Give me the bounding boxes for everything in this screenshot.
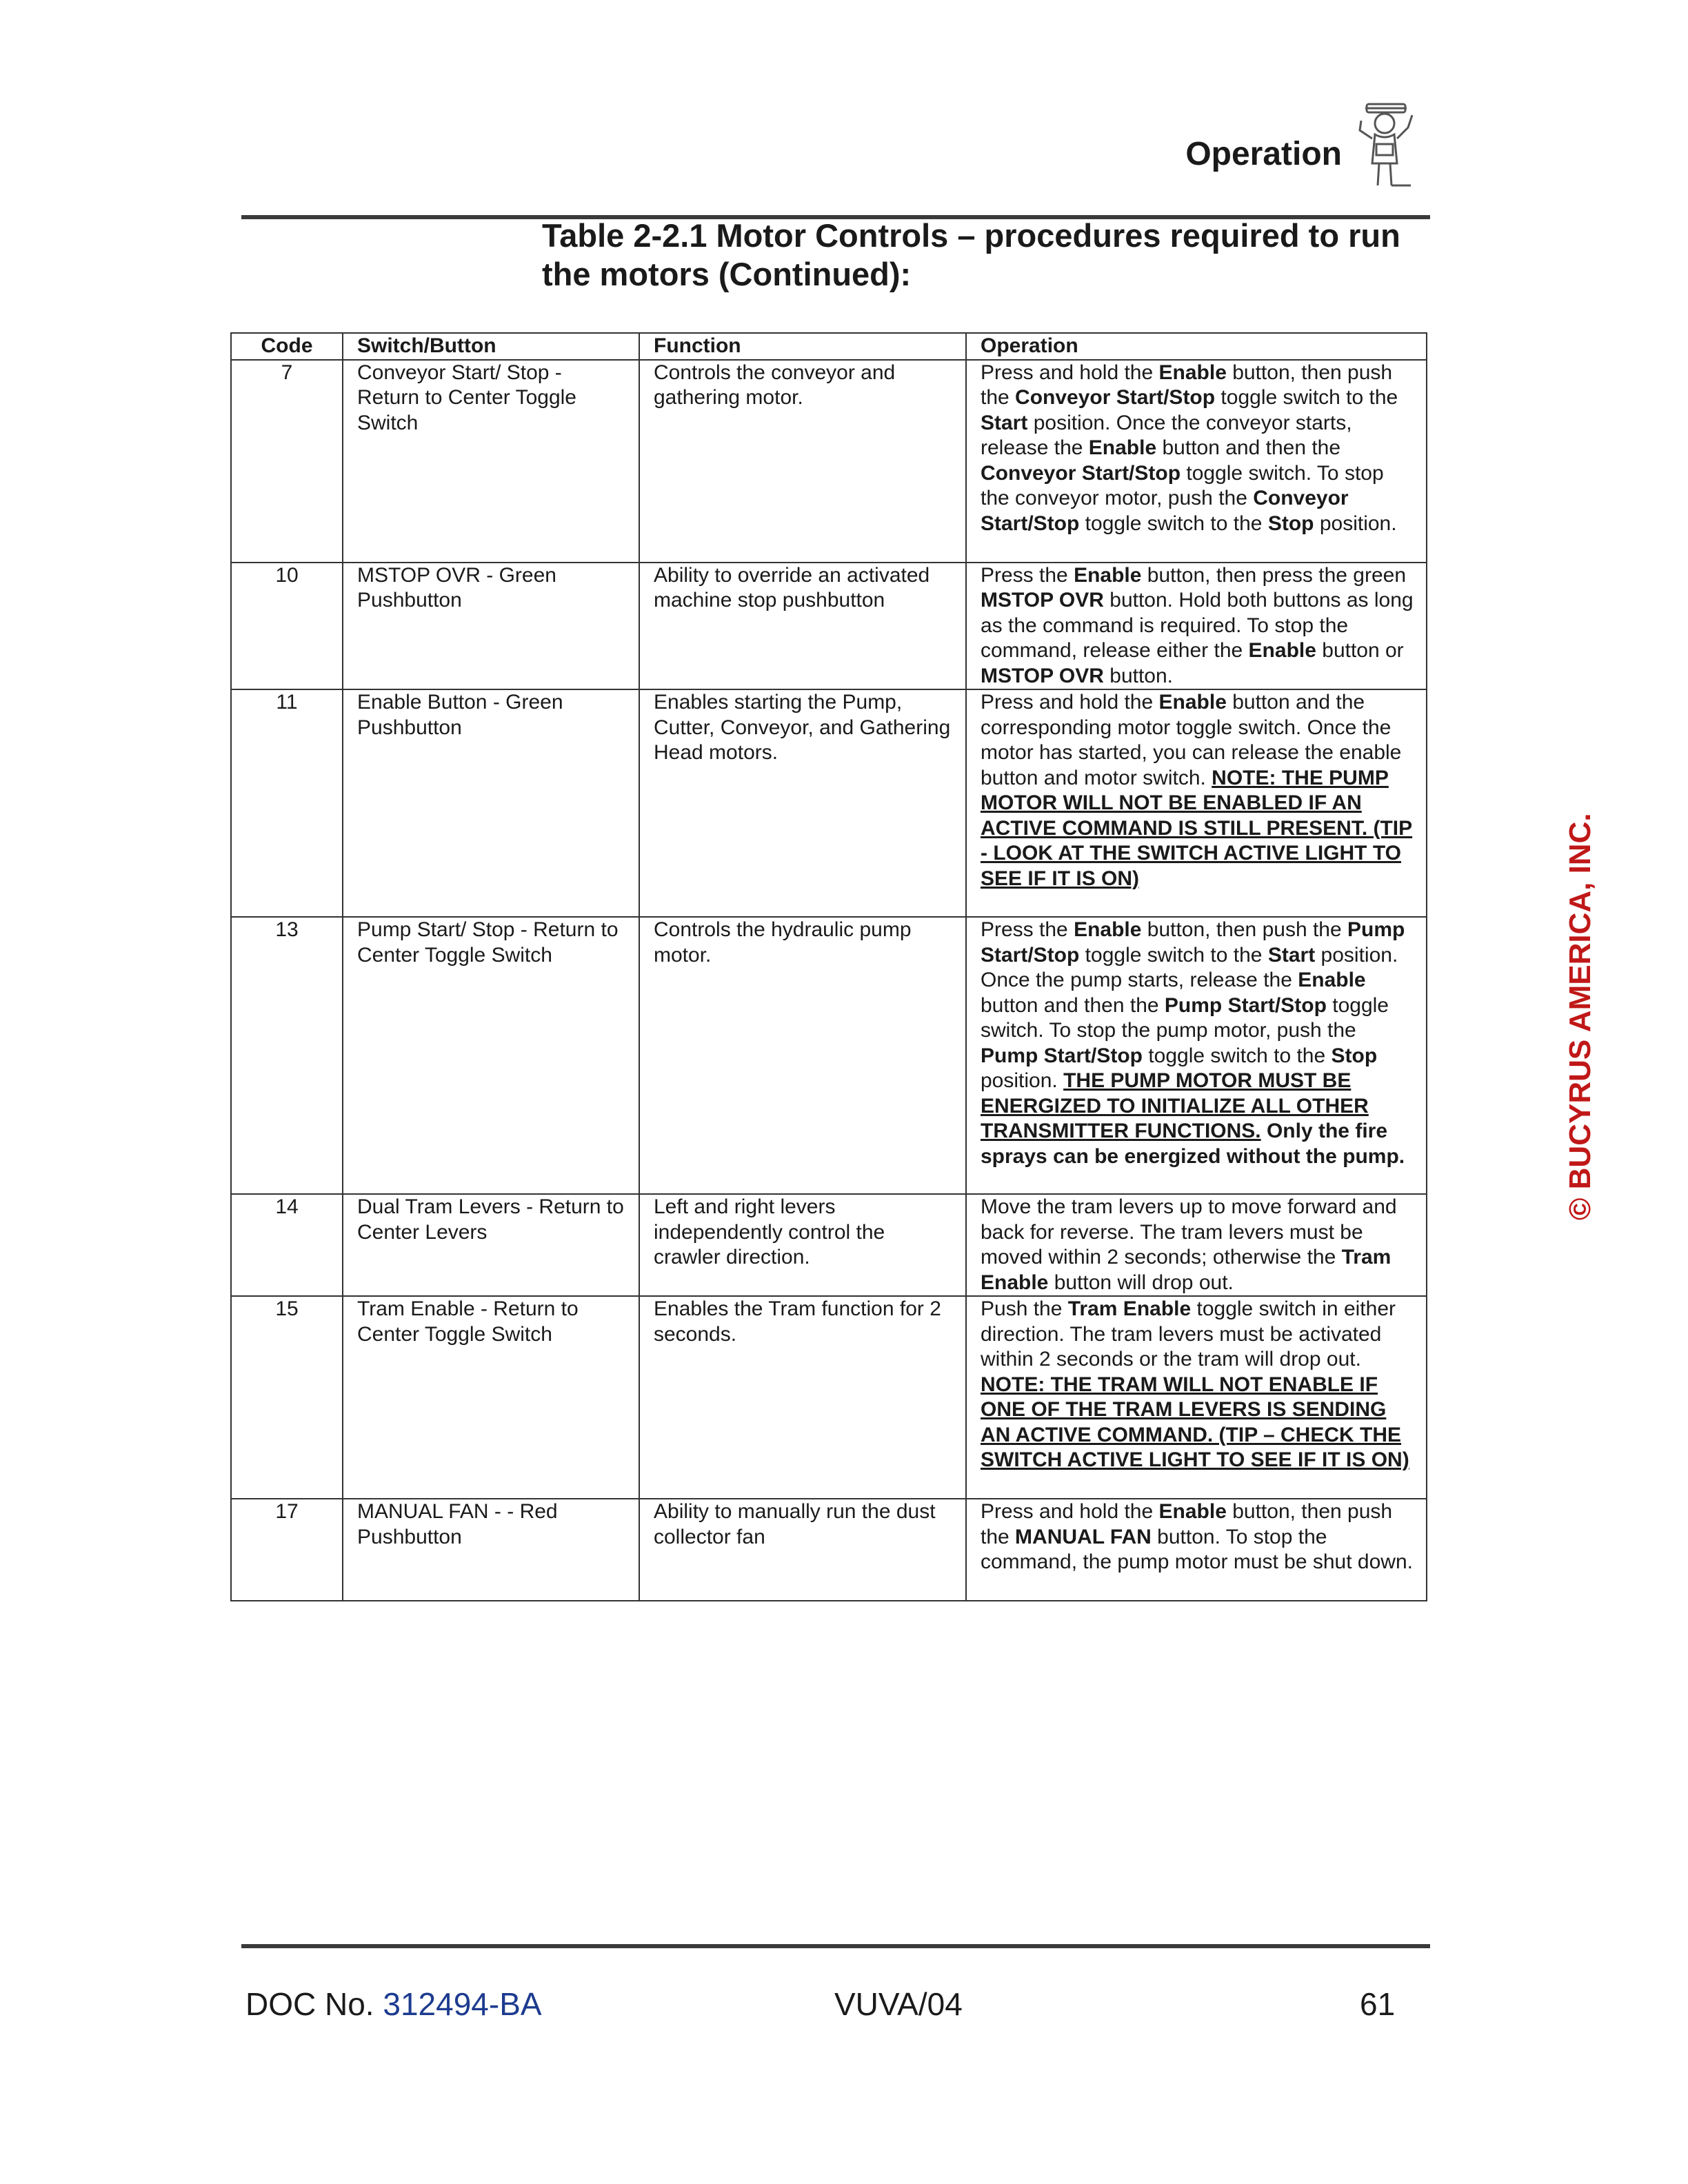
operation-text: Tram Enable — [1067, 1297, 1192, 1320]
operation-text: Conveyor Start/Stop — [981, 487, 1349, 535]
operation-text: THE PUMP MOTOR MUST BE ENERGIZED TO INITIALIZE ALL OTHER TRANSMITTER FUNCTIONS. — [981, 1069, 1369, 1142]
operation-text: NOTE: THE TRAM WILL NOT ENABLE IF ONE OF THE TRAM LEVERS IS SENDING AN ACTIVE COMMAND. (TIP – CHECK THE SWITCH ACTIVE LIGHT TO SEE IF IT IS ON) — [981, 1373, 1409, 1471]
row-operation — [966, 1296, 1427, 1499]
doc-number — [245, 1985, 542, 2023]
row-function: Enables starting the Pump, Cutter, Conveyor, and Gathering Head motors. — [639, 689, 966, 917]
operation-text: Press the — [981, 918, 1074, 941]
table-row — [231, 917, 1427, 1194]
operation-text: Start — [1267, 943, 1316, 967]
header-operation: Operation — [966, 333, 1427, 360]
header-switch-button: Switch/Button — [343, 333, 639, 360]
revision: VUVA/04 — [834, 1986, 963, 2022]
row-switch-button: Tram Enable - Return to Center Toggle Switch — [343, 1296, 639, 1499]
operation-text: button, then push the — [1141, 918, 1348, 941]
table-caption: Table 2-2.1 Motor Controls – procedures required to run the motors (Continued): — [542, 217, 1400, 292]
row-switch-button: Enable Button - Green Pushbutton — [343, 689, 639, 917]
header-code: Code — [231, 333, 343, 360]
operation-text: position. — [981, 1069, 1064, 1092]
row-code: 11 — [231, 689, 343, 917]
operation-text: Enable — [1158, 691, 1227, 714]
row-operation — [966, 563, 1427, 690]
row-switch-button: Dual Tram Levers - Return to Center Levers — [343, 1194, 639, 1296]
operation-text: position. Once the conveyor starts, release the — [981, 411, 1352, 459]
operation-text: Pump Start/Stop — [1164, 993, 1327, 1017]
operation-text: toggle switch to the — [1215, 386, 1398, 409]
operation-text: Enable — [1158, 361, 1227, 384]
operation-text: toggle switch to the — [1079, 943, 1268, 967]
operation-text: button. Hold both buttons as long as the command is required. To stop the command, release either the — [981, 589, 1414, 662]
footer-rule — [241, 1944, 1430, 1948]
operation-text: Enable — [1158, 1500, 1227, 1523]
operation-text: Enable — [1248, 639, 1316, 662]
operation-text: button will drop out. — [1048, 1271, 1234, 1294]
operation-text: toggle switch to the — [1079, 512, 1268, 535]
operation-text: button or — [1316, 639, 1404, 662]
worker-figure-icon — [1352, 100, 1420, 191]
operation-text: button, then press the green — [1141, 563, 1407, 587]
operation-text: button and the corresponding motor toggle switch. Once the motor has started, you can release the enable button and motor switch. — [981, 691, 1402, 789]
operation-text: button and then the — [981, 993, 1165, 1017]
operation-text: toggle switch in either direction. The tram levers must be activated within 2 seconds or the tram will drop out. — [981, 1297, 1396, 1371]
table-row — [231, 689, 1427, 917]
operation-text: Pump Start/Stop — [981, 1044, 1143, 1067]
operation-text: Stop — [1331, 1044, 1378, 1067]
operation-text: Move the tram levers up to move forward and back for reverse. The tram levers must be moved within 2 seconds; otherwise the — [981, 1195, 1397, 1268]
operation-text: toggle switch. To stop the pump motor, push the — [981, 993, 1389, 1042]
header-function: Function — [639, 333, 966, 360]
operation-text: position. Once the pump starts, release the — [981, 943, 1398, 991]
section-title: Operation — [1185, 136, 1342, 172]
operation-text: button and then the — [1156, 436, 1341, 459]
operation-text: Conveyor Start/Stop — [1015, 386, 1216, 409]
row-operation — [966, 1194, 1427, 1296]
row-code: 7 — [231, 360, 343, 563]
table-body — [231, 360, 1427, 1601]
table-row — [231, 1194, 1427, 1296]
operation-text: Enable — [1074, 563, 1142, 587]
operation-text: Start — [981, 411, 1028, 434]
row-switch-button: MANUAL FAN - - Red Pushbutton — [343, 1499, 639, 1601]
row-operation — [966, 689, 1427, 917]
doc-number-value: 312494-BA — [383, 1986, 542, 2022]
operation-text: Press the — [981, 563, 1074, 587]
operation-text: Pump Start/Stop — [981, 918, 1405, 967]
operation-text: Stop — [1267, 512, 1314, 535]
operation-text: MSTOP OVR — [981, 589, 1104, 611]
row-function: Ability to override an activated machine stop pushbutton — [639, 563, 966, 690]
operation-text: Enable — [1298, 969, 1366, 991]
row-operation — [966, 360, 1427, 563]
operation-text: MANUAL FAN — [1015, 1525, 1152, 1548]
operation-text: Press and hold the — [981, 361, 1159, 384]
row-code: 13 — [231, 917, 343, 1194]
operation-text: button, then push the — [981, 361, 1393, 409]
row-code: 15 — [231, 1296, 343, 1499]
row-function: Left and right levers independently control the crawler direction. — [639, 1194, 966, 1296]
row-code: 10 — [231, 563, 343, 690]
row-function: Controls the hydraulic pump motor. — [639, 917, 966, 1194]
motor-controls-table — [230, 332, 1427, 1601]
operation-text: button, then push the — [981, 1500, 1393, 1548]
operation-text: MSTOP OVR — [981, 664, 1104, 687]
operation-text: button. — [1103, 664, 1174, 687]
row-operation — [966, 1499, 1427, 1601]
operation-text: toggle switch. To stop the conveyor motor, push the — [981, 461, 1384, 509]
row-switch-button: Conveyor Start/ Stop - Return to Center Toggle Switch — [343, 360, 639, 563]
copyright-notice: © BUCYRUS AMERICA, INC. — [1563, 813, 1597, 1220]
row-code: 17 — [231, 1499, 343, 1601]
table-row — [231, 360, 1427, 563]
operation-text: position. — [1314, 512, 1397, 535]
operation-text: Tram Enable — [981, 1246, 1391, 1294]
operation-text: Enable — [1088, 436, 1157, 459]
operation-text: Press and hold the — [981, 1500, 1159, 1523]
operation-text: Push the — [981, 1297, 1068, 1320]
operation-text: button. To stop the command, the pump motor must be shut down. — [981, 1525, 1413, 1573]
row-switch-button: MSTOP OVR - Green Pushbutton — [343, 563, 639, 690]
table-row — [231, 563, 1427, 690]
row-operation — [966, 917, 1427, 1194]
table-header-row — [231, 333, 1427, 360]
operation-text: Enable — [1074, 918, 1142, 941]
table-row — [231, 1499, 1427, 1601]
operation-text: toggle switch to the — [1143, 1044, 1332, 1067]
row-switch-button: Pump Start/ Stop - Return to Center Toggle Switch — [343, 917, 639, 1194]
operation-text: Only the fire sprays can be energized without the pump. — [981, 1120, 1405, 1168]
doc-number-label: DOC No. — [245, 1986, 383, 2022]
row-function: Enables the Tram function for 2 seconds. — [639, 1296, 966, 1499]
operation-text: Conveyor Start/Stop — [981, 461, 1181, 485]
row-function: Controls the conveyor and gathering motor. — [639, 360, 966, 563]
operation-text: Press and hold the — [981, 691, 1159, 714]
row-function: Ability to manually run the dust collector fan — [639, 1499, 966, 1601]
table-row — [231, 1296, 1427, 1499]
page-number: 61 — [1360, 1986, 1396, 2022]
row-code: 14 — [231, 1194, 343, 1296]
operation-text: NOTE: THE PUMP MOTOR WILL NOT BE ENABLED IF AN ACTIVE COMMAND IS STILL PRESENT. (TIP - LOOK AT THE SWITCH ACTIVE LIGHT TO SEE IF IT IS ON) — [981, 766, 1413, 890]
